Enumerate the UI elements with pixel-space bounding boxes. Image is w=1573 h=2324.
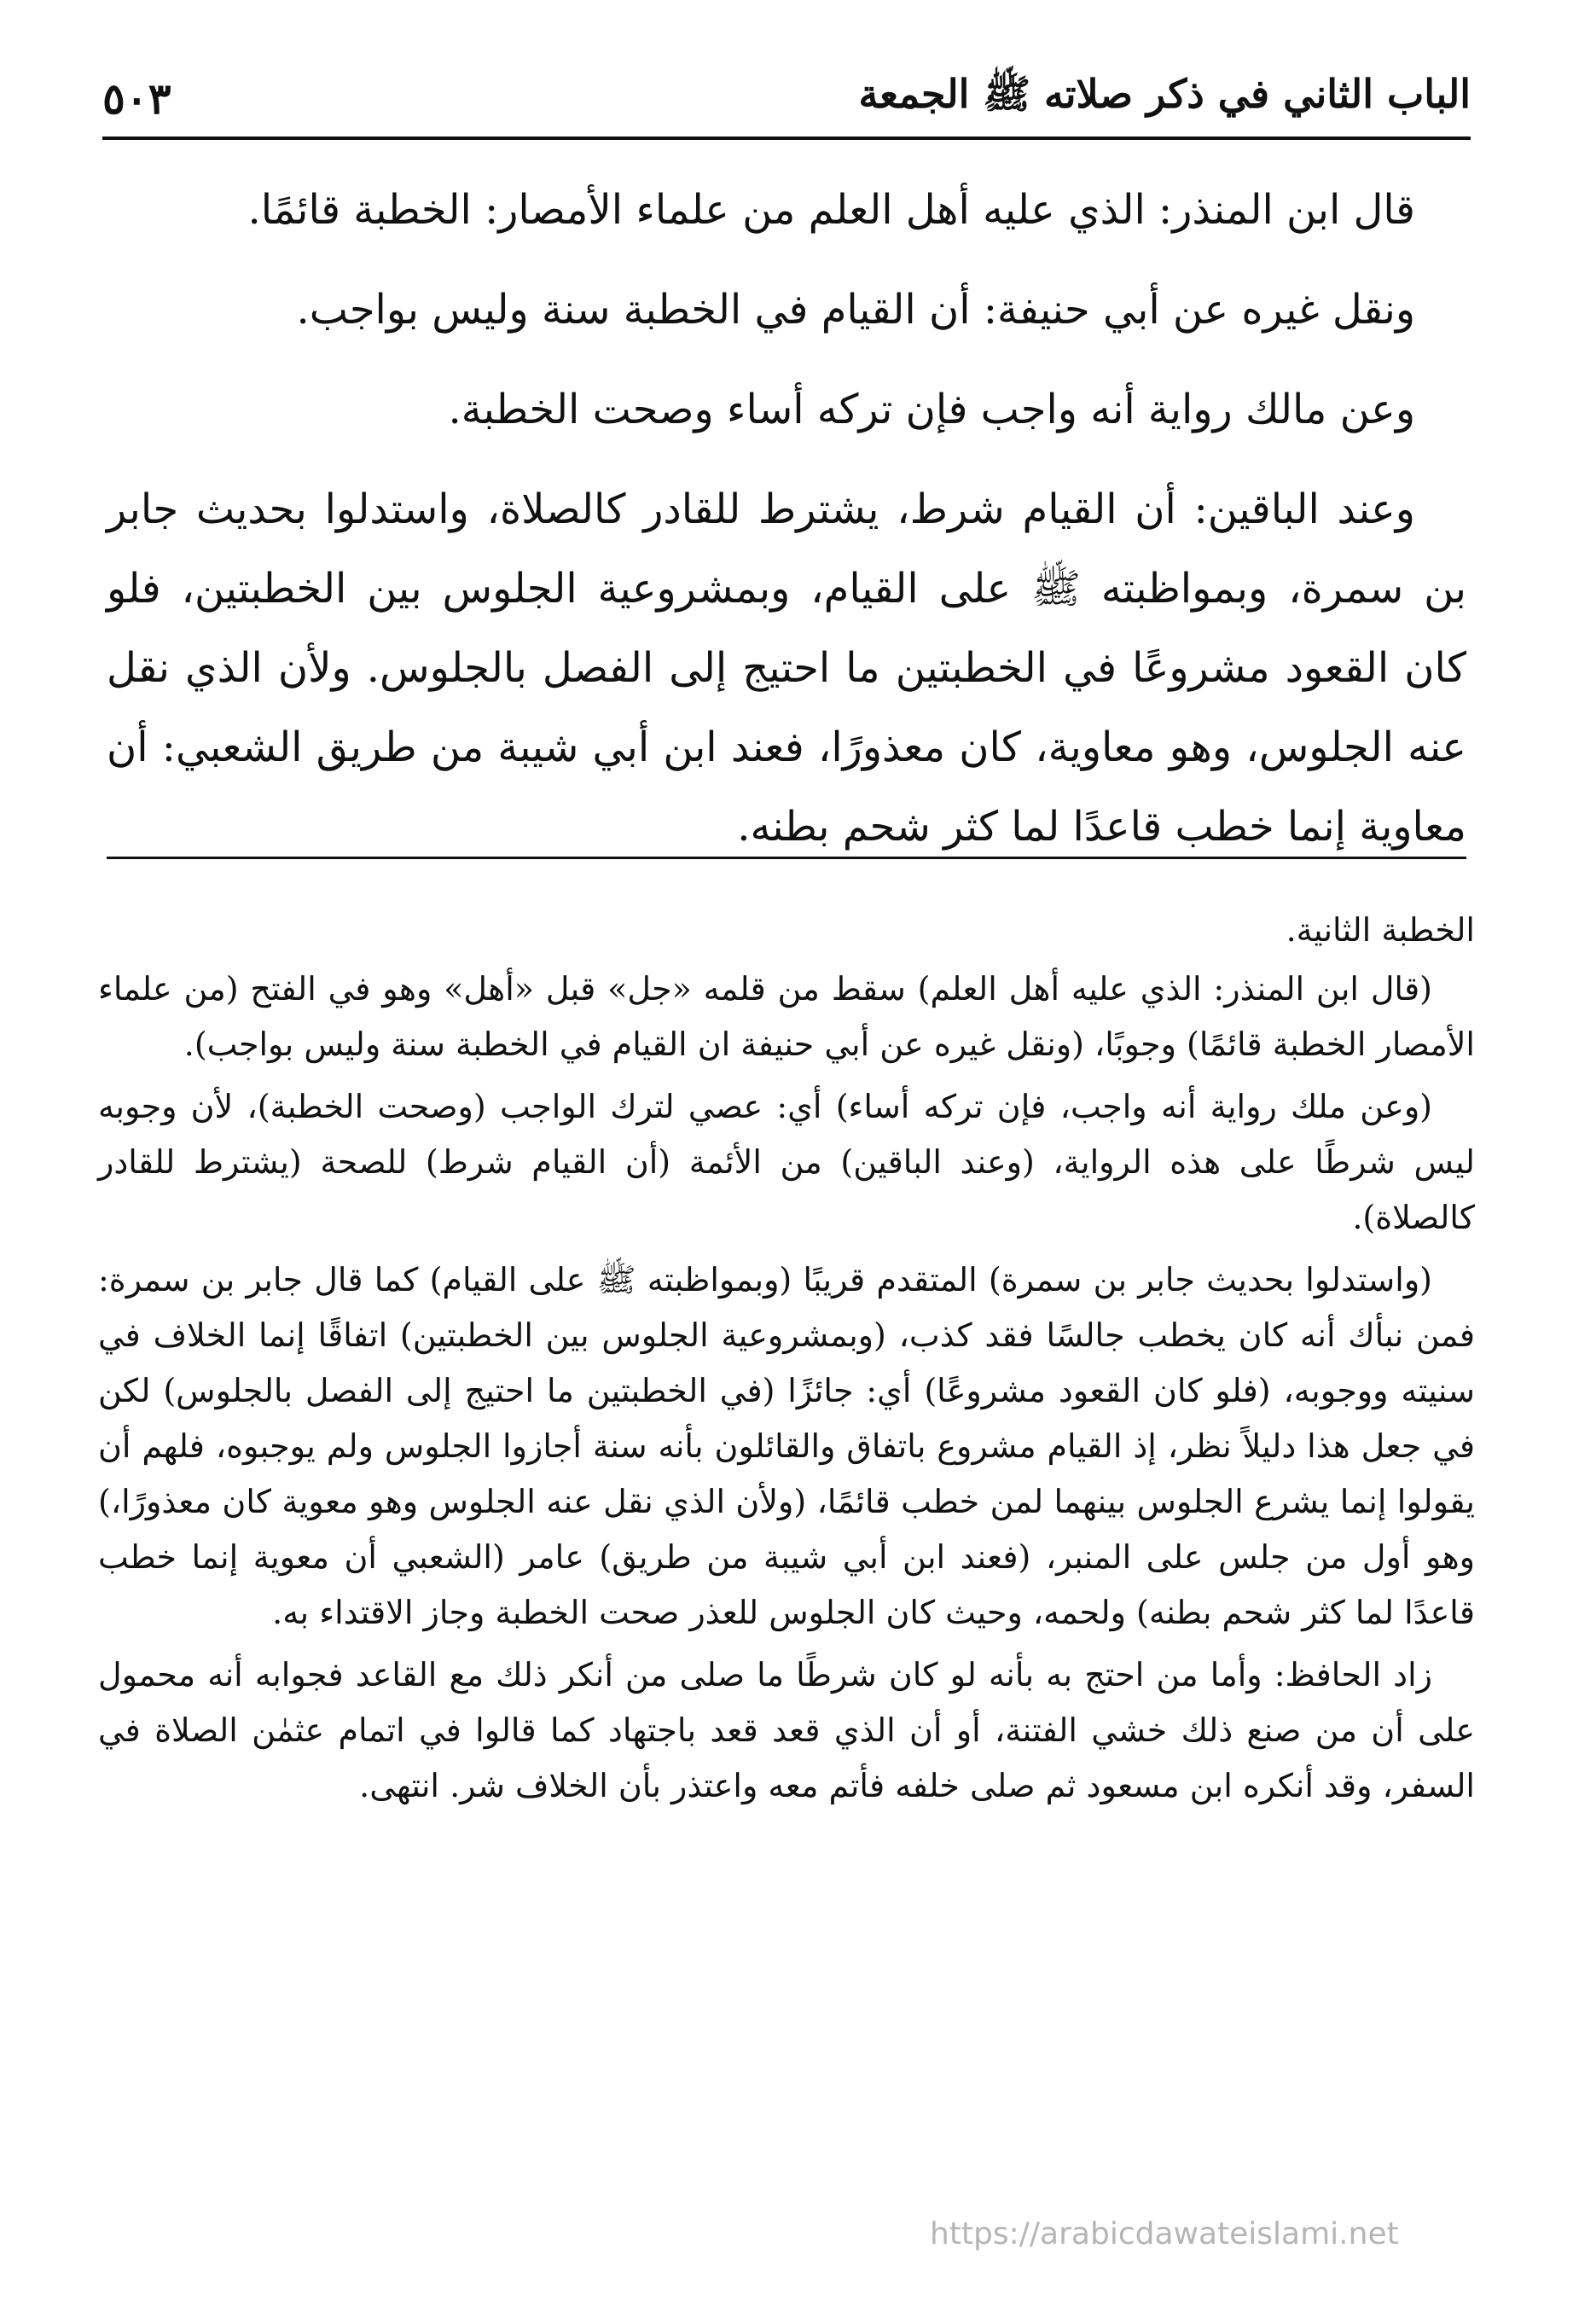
main-paragraph: وعن مالك رواية أنه واجب فإن تركه أساء وصحت الخطبة. — [448, 386, 1415, 433]
footnote-divider — [107, 857, 1466, 859]
commentary-paragraph: (قال ابن المنذر: الذي عليه أهل العلم) سقط من قلمه «جل» قبل «أهل» وهو في الفتح (من علماء الأمصار الخطبة قائمًا) وجوبًا، (ونقل غيره عن أبي حنيفة ان القيام في الخطبة سنة وليس بواجب). — [98, 970, 1475, 1063]
chapter-title: الباب الثاني في ذكر صلاته ﷺ الجمعة — [858, 70, 1471, 117]
page-header — [102, 60, 1471, 140]
main-paragraph: وعند الباقين: أن القيام شرط، يشترط للقادر كالصلاة، واستدلوا بحديث جابر بن سمرة، وبمواظبته ﷺ على القيام، وبمشروعية الجلوس بين الخطبتين، فلو كان القعود مشروعًا في الخطبتين ما احتيج إلى الفصل بالجلوس. ولأن الذي نقل عنه الجلوس، وهو معاوية، كان معذورًا، فعند ابن أبي شيبة من طريق الشعبي: أن معاوية إنما خطب قاعدًا لما كثر شحم بطنه. — [107, 485, 1466, 851]
main-paragraph: ونقل غيره عن أبي حنيفة: أن القيام في الخطبة سنة وليس بواجب. — [296, 286, 1415, 334]
commentary-paragraph: (واستدلوا بحديث جابر بن سمرة) المتقدم قريبًا (وبمواظبته ﷺ على القيام) كما قال جابر بن سمرة: فمن نبأك أنه كان يخطب جالسًا فقد كذب، (وبمشروعية الجلوس بين الخطبتين) اتفاقًا إنما الخلاف في سنيته ووجوبه، (فلو كان القعود مشروعًا) أي: جائزًا (في الخطبتين ما احتيج إلى الفصل بالجلوس) لكن في جعل هذا دليلاً نظر، إذ القيام مشروع باتفاق والقائلون بأنه سنة أجازوا الجلوس ولم يوجبوه، فلهم أن يقولوا إنما يشرع الجلوس بينهما لمن خطب قائمًا، (ولأن الذي نقل عنه الجلوس وهو معوية كان معذورًا،) وهو أول من جلس على المنبر، (فعند ابن أبي شيبة من طريق) عامر (الشعبي أن معوية إنما خطب قاعدًا لما كثر شحم بطنه) ولحمه، وحيث كان الجلوس للعذر صحت الخطبة وجاز الاقتداء به. — [98, 1261, 1475, 1631]
main-paragraph: قال ابن المنذر: الذي عليه أهل العلم من علماء الأمصار: الخطبة قائمًا. — [247, 186, 1415, 234]
watermark-url: https://arabicdawateislami.net — [930, 2217, 1399, 2251]
main-text — [107, 171, 1466, 887]
page-number: ٥٠٣ — [102, 73, 171, 124]
commentary-text — [98, 903, 1475, 1821]
commentary-paragraph: زاد الحافظ: وأما من احتج به بأنه لو كان شرطًا ما صلى من أنكر ذلك مع القاعد فجوابه أنه محمول على أن من صنع ذلك خشي الفتنة، أو أن الذي قعد قعد باجتهاد كما قالوا في اتمام عثمٰن الصلاة في السفر، وقد أنكره ابن مسعود ثم صلى خلفه فأتم معه واعتذر بأن الخلاف شر. انتهى. — [98, 1656, 1475, 1804]
commentary-paragraph: (وعن ملك رواية أنه واجب، فإن تركه أساء) أي: عصي لترك الواجب (وصحت الخطبة)، لأن وجوبه ليس شرطًا على هذه الرواية، (وعند الباقين) من الأئمة (أن القيام شرط) للصحة (يشترط للقادر كالصلاة). — [98, 1088, 1475, 1236]
commentary-heading: الخطبة الثانية. — [1286, 911, 1475, 949]
